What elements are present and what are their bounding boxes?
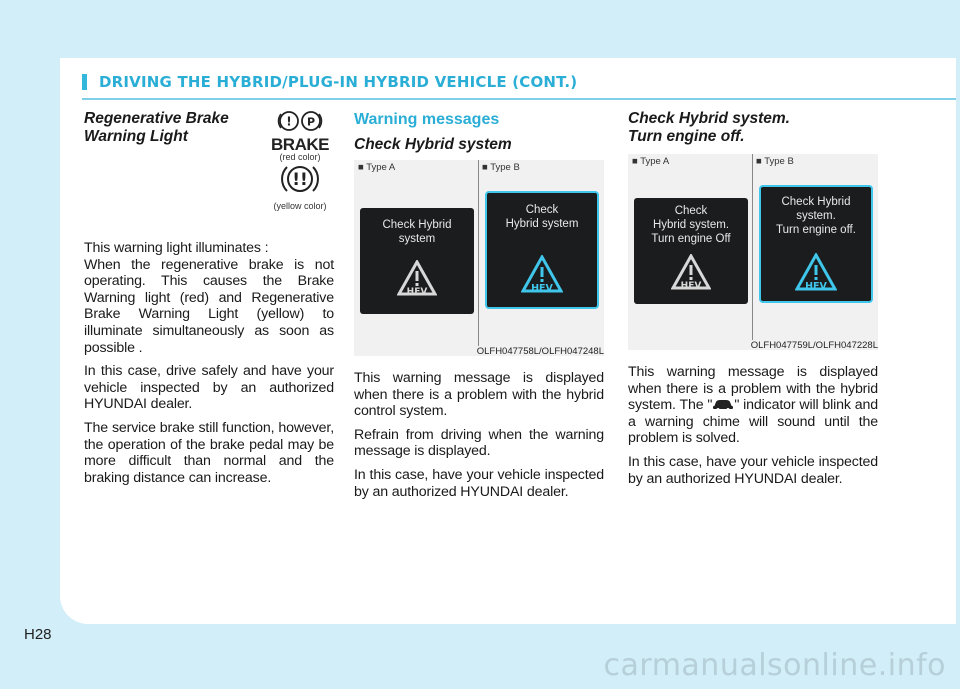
paragraph: The service brake still function, however, the operation of the brake pedal may be more difficult than normal and the braking distance can increase. [84,419,334,486]
image-code: OLFH047758L/OLFH047248L [476,346,604,357]
paragraph: This warning message is displayed when there is a problem with the hybrid system. The " " indicator will blink and a warning chime will sound until the problem is solved. [628,364,878,447]
svg-text:HEV: HEV [406,287,428,296]
svg-text:!: ! [286,114,292,129]
paragraph: This warning message is displayed when there is a problem with the hybrid control system. [354,370,604,420]
type-b-label: ■ Type B [756,156,794,167]
paragraph: Refrain from driving when the warning message is displayed. [354,426,604,460]
hev-warning-icon [671,254,711,290]
svg-text:HEV: HEV [680,281,702,290]
paragraph: In this case, have your vehicle inspected by an authorized HYUNDAI dealer. [628,453,878,487]
header-accent-bar [82,74,87,90]
red-brake-icon [266,110,334,162]
image-code: OLFH047759L/OLFH047228L [750,340,878,351]
svg-text:HEV: HEV [531,283,553,293]
paragraph: This warning light illuminates : [84,240,269,256]
hev-warning-icon [397,260,437,296]
brake-word: BRAKE [271,135,329,154]
yellow-brake-icon [266,162,334,218]
header-title: DRIVING THE HYBRID/PLUG-IN HYBRID VEHICLE (CONT.) [99,73,578,91]
type-divider [478,160,479,346]
screen-message: Check Hybrid system. Turn engine Off [651,205,731,245]
column-warning-messages [354,110,604,507]
type-a-screen [360,208,474,314]
brake-symbol-icon [276,110,324,132]
screen-message: Check Hybrid system. Turn engine off. [776,196,856,236]
turn-engine-off-heading [628,110,878,146]
screen-message: Check Hybrid system [505,204,579,230]
svg-text:HEV: HEV [805,281,827,291]
watermark: carmanualsonline.info [603,648,946,683]
column-turn-engine-off [628,110,878,494]
warning-messages-body [354,370,604,500]
type-b-label: ■ Type B [482,162,520,173]
cluster-image-panel [354,160,604,356]
yellow-color-caption: (yellow color) [273,201,327,211]
red-color-caption: (red color) [279,152,321,162]
type-a-label: ■ Type A [632,156,670,167]
column-regenerative-brake [84,110,334,493]
type-b-screen [759,185,873,303]
type-divider [752,154,753,340]
section-title: Warning messages [354,111,500,128]
section-header [82,74,934,90]
cluster-image-panel [628,154,878,350]
type-a-label: ■ Type A [358,162,396,173]
paragraph: In this case, have your vehicle inspected by an authorized HYUNDAI dealer. [354,466,604,500]
heading-line-1: Check Hybrid system. [628,110,790,127]
hev-warning-icon [521,255,563,293]
hybrid-car-indicator-icon [712,397,734,411]
screen-message: Check Hybrid system [382,219,452,245]
heading-line-2: Turn engine off. [628,128,745,145]
manual-page [60,58,956,624]
turn-engine-off-body [628,364,878,487]
header-rule [82,98,956,100]
type-b-screen [485,191,599,309]
check-hybrid-heading: Check Hybrid system [354,136,512,153]
svg-text:!!: !! [292,170,308,190]
svg-text:P: P [306,115,316,129]
regen-brake-body [84,240,334,486]
regen-warning-icon [278,162,322,196]
heading-line-1: Regenerative Brake [84,110,229,127]
paragraph: When the regenerative brake is not operating. This causes the Brake Warning light (red) and Regenerative Brake Warning Light (yellow) to illuminate simultaneously as soon as possible . [84,256,334,356]
page-number: H28 [24,626,52,643]
hev-warning-icon [795,253,837,291]
brake-warning-icons [266,110,334,218]
type-a-screen [634,198,748,304]
heading-line-2: Warning Light [84,128,188,145]
paragraph: In this case, drive safely and have your vehicle inspected by an authorized HYUNDAI dealer. [84,363,334,413]
